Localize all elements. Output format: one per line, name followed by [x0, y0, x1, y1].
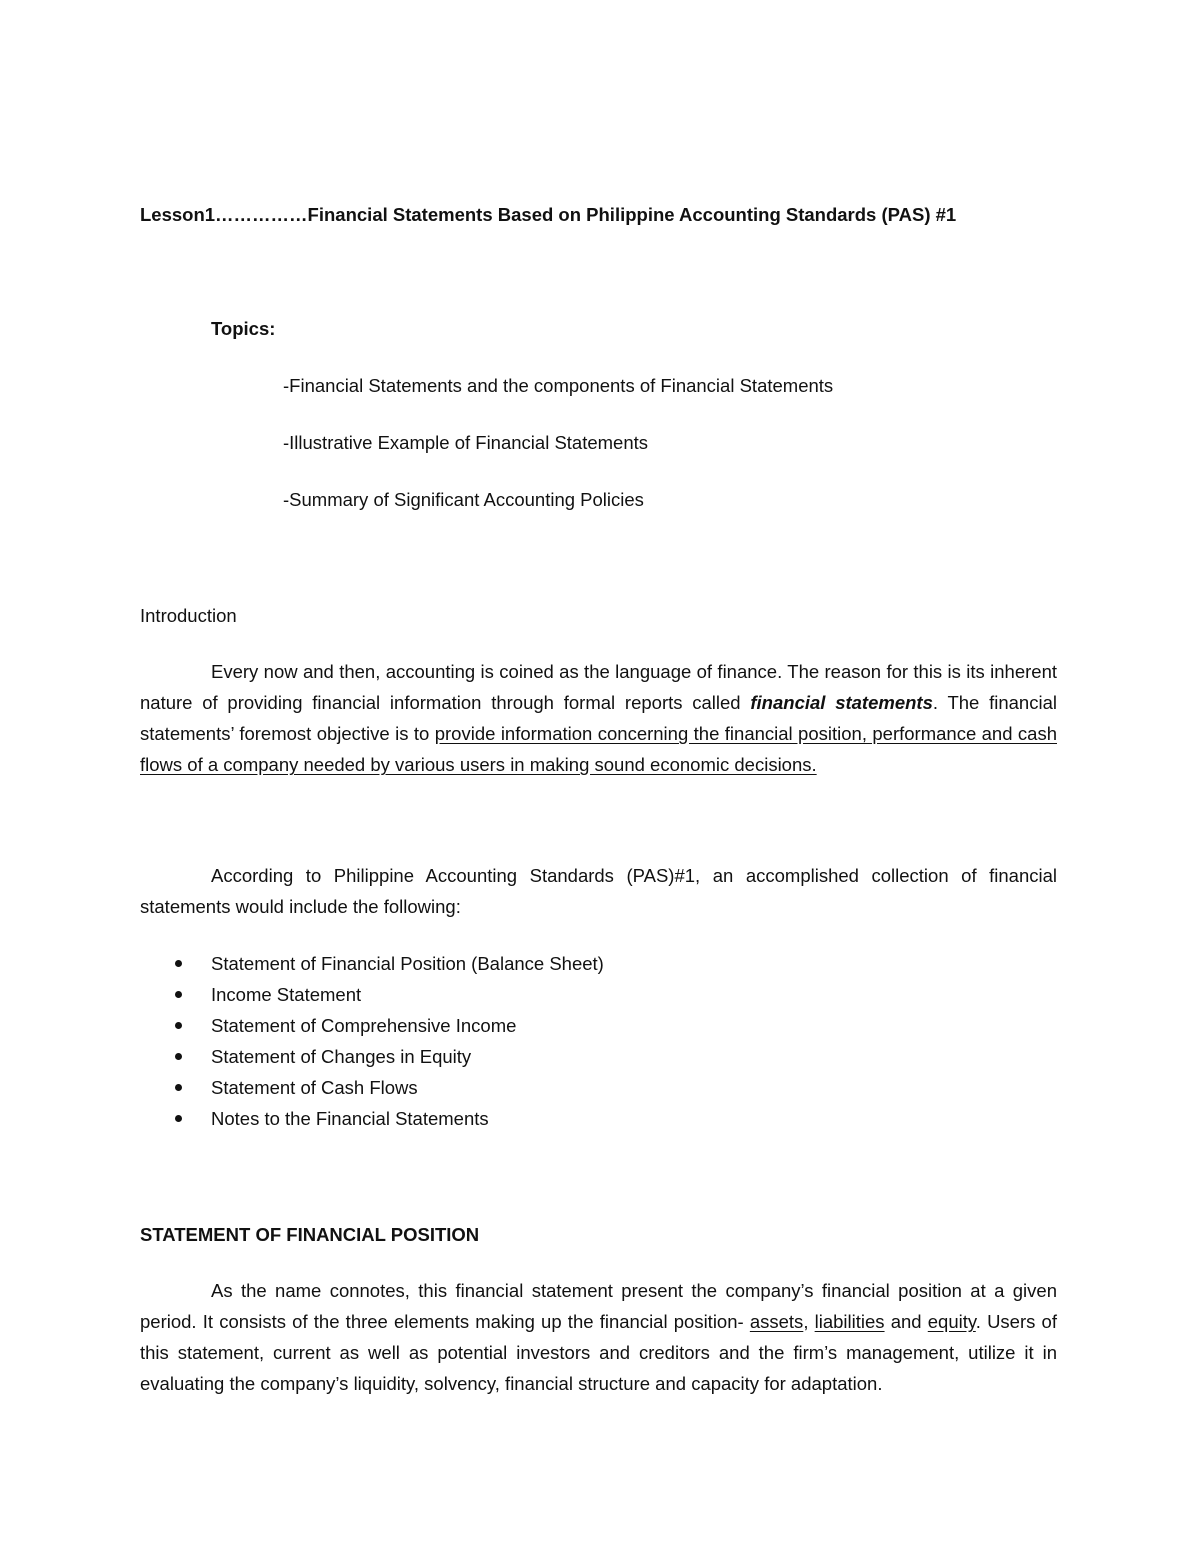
- bullet-icon: [175, 960, 182, 967]
- list-item: [140, 1041, 604, 1072]
- bullet-icon: [175, 1022, 182, 1029]
- sfp-text-part1: As the name connotes, this financial statement present the company’s financial position at a given period. It consists of the three elements making up the financial position-: [140, 1280, 1057, 1332]
- introduction-paragraph: [140, 656, 1057, 780]
- sfp-text-part2: . Users of this statement, current as well as potential investors and creditors and the firm’s management, utilize it in evaluating the company’s liquidity, solvency, financial structure and capacity for adaptation.: [140, 1311, 1057, 1394]
- list-item: [140, 979, 604, 1010]
- intro-text-part2: . The financial statements’ foremost objective is to: [140, 692, 1057, 744]
- list-item-label: Statement of Financial Position (Balance Sheet): [211, 953, 604, 974]
- topic-item: -Summary of Significant Accounting Policies: [283, 489, 644, 510]
- bullet-icon: [175, 1084, 182, 1091]
- statements-list: [140, 948, 604, 1134]
- list-item-label: Statement of Comprehensive Income: [211, 1015, 517, 1036]
- pas-paragraph: According to Philippine Accounting Standards (PAS)#1, an accomplished collection of financial statements would include the following:: [140, 865, 1057, 917]
- list-item-label: Income Statement: [211, 984, 362, 1005]
- topic-item: -Financial Statements and the components of Financial Statements: [283, 375, 834, 396]
- list-item: [140, 948, 604, 979]
- liabilities-term: liabilities: [814, 1311, 885, 1332]
- sfp-paragraph: [140, 1275, 1057, 1399]
- topics-heading: Topics:: [211, 318, 276, 339]
- bullet-icon: [175, 1053, 182, 1060]
- sfp-and: and: [884, 1311, 928, 1332]
- list-item: [140, 1072, 604, 1103]
- list-item: [140, 1103, 604, 1134]
- equity-term: equity: [927, 1311, 976, 1332]
- list-item-label: Statement of Changes in Equity: [211, 1046, 472, 1067]
- financial-statements-term: financial statements: [750, 692, 933, 713]
- sfp-comma: ,: [803, 1311, 815, 1332]
- bullet-icon: [175, 1115, 182, 1122]
- intro-underlined-objective: provide information concerning the financial position, performance and cash flows of a company needed by various users in making sound economic decisions.: [140, 723, 1057, 775]
- lesson-title: Lesson1……………Financial Statements Based on Philippine Accounting Standards (PAS) #1: [140, 204, 957, 225]
- assets-term: assets: [749, 1311, 804, 1332]
- list-item-label: Statement of Cash Flows: [211, 1077, 418, 1098]
- bullet-icon: [175, 991, 182, 998]
- list-item-label: Notes to the Financial Statements: [211, 1108, 489, 1129]
- introduction-heading: Introduction: [140, 605, 237, 626]
- topic-item: -Illustrative Example of Financial Statements: [283, 432, 649, 453]
- list-item: [140, 1010, 604, 1041]
- intro-text-part1: Every now and then, accounting is coined as the language of finance. The reason for this is its inherent nature of providing financial information through formal reports called: [140, 661, 1057, 713]
- section-heading: STATEMENT OF FINANCIAL POSITION: [140, 1224, 480, 1245]
